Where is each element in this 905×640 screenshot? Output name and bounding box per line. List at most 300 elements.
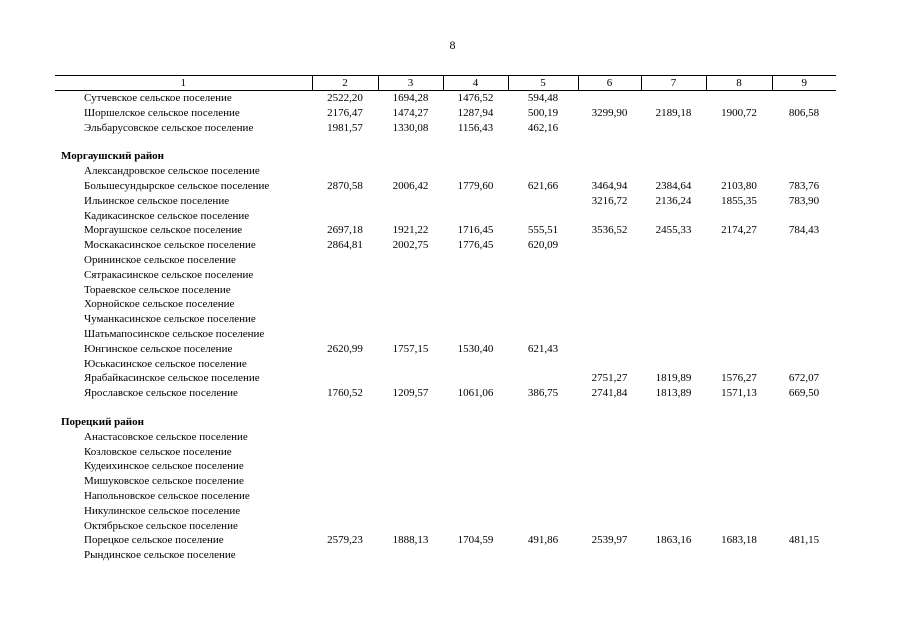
value-cell (312, 194, 378, 209)
value-cell: 1156,43 (457, 121, 494, 134)
column-header: 1 (55, 76, 312, 91)
district-row (55, 149, 836, 164)
value-cell (578, 504, 641, 519)
value-cell: 1863,16 (655, 534, 692, 547)
value-cell (706, 504, 772, 519)
value-cell: 1209,57 (392, 387, 429, 400)
value-cell (578, 268, 641, 283)
value-cell (641, 268, 706, 283)
table-row (55, 312, 836, 327)
value-cell (508, 297, 578, 312)
value-cell (312, 371, 378, 386)
value-cell (641, 504, 706, 519)
column-header: 9 (772, 76, 836, 91)
value-cell: 1716,45 (457, 224, 494, 237)
settlement-name: Порецкое сельское поселение (84, 534, 224, 547)
value-cell (706, 121, 772, 136)
value-cell (578, 357, 641, 372)
table-row (55, 474, 836, 489)
value-cell: 1287,94 (457, 106, 494, 119)
value-cell (641, 312, 706, 327)
value-cell (378, 194, 443, 209)
value-cell (508, 164, 578, 179)
value-cell (443, 548, 508, 563)
column-header: 7 (641, 76, 706, 91)
value-cell (641, 209, 706, 224)
value-cell: 1474,27 (392, 106, 429, 119)
settlement-name: Ярославское сельское поселение (84, 387, 238, 400)
table-row (55, 194, 836, 209)
table-row (55, 430, 836, 445)
value-cell (706, 474, 772, 489)
value-cell (312, 548, 378, 563)
value-cell (772, 297, 836, 312)
value-cell (312, 164, 378, 179)
value-cell: 672,07 (788, 372, 820, 385)
value-cell: 1576,27 (721, 372, 757, 385)
value-cell (706, 548, 772, 563)
value-cell (508, 327, 578, 342)
value-cell: 3299,90 (591, 106, 628, 119)
value-cell: 2751,27 (591, 372, 628, 385)
table-row (55, 357, 836, 372)
value-cell (378, 548, 443, 563)
value-cell (706, 327, 772, 342)
value-cell (508, 194, 578, 209)
settlement-name: Большесундырское сельское поселение (84, 179, 270, 192)
value-cell (641, 474, 706, 489)
value-cell (508, 548, 578, 563)
value-cell: 783,76 (788, 179, 820, 192)
value-cell (772, 519, 836, 534)
value-cell (578, 91, 641, 106)
value-cell (772, 312, 836, 327)
value-cell (443, 312, 508, 327)
value-cell: 500,19 (527, 106, 559, 119)
value-cell: 783,90 (788, 194, 820, 207)
value-cell (443, 194, 508, 209)
value-cell: 2870,58 (327, 179, 363, 192)
value-cell (508, 283, 578, 298)
value-cell (378, 445, 443, 460)
table-row (55, 371, 836, 386)
value-cell (378, 209, 443, 224)
district-title: Порецкий район (61, 415, 144, 428)
value-cell (443, 459, 508, 474)
value-cell (772, 91, 836, 106)
value-cell (772, 121, 836, 136)
value-cell: 621,66 (527, 179, 559, 192)
value-cell: 1704,59 (457, 534, 494, 547)
table-body (55, 91, 836, 563)
value-cell (641, 297, 706, 312)
settlement-name: Кудеихинское сельское поселение (84, 460, 244, 473)
value-cell: 2455,33 (655, 224, 692, 237)
value-cell (443, 519, 508, 534)
header-row (55, 76, 836, 91)
value-cell: 2579,23 (327, 534, 363, 547)
value-cell (312, 283, 378, 298)
value-cell (378, 430, 443, 445)
table-row (55, 253, 836, 268)
value-cell: 2697,18 (327, 224, 363, 237)
value-cell: 2522,20 (327, 92, 363, 104)
settlement-name: Шатьмапосинское сельское поселение (84, 327, 265, 340)
value-cell (772, 209, 836, 224)
value-cell (443, 253, 508, 268)
value-cell (641, 253, 706, 268)
value-cell (443, 430, 508, 445)
value-cell (443, 504, 508, 519)
column-header: 2 (312, 76, 378, 91)
table-row (55, 327, 836, 342)
spacer-row (55, 135, 836, 149)
value-cell (706, 357, 772, 372)
value-cell: 462,16 (527, 121, 559, 134)
value-cell (772, 504, 836, 519)
value-cell (641, 489, 706, 504)
table-row (55, 519, 836, 534)
settlement-name: Ярабайкасинское сельское поселение (84, 372, 260, 385)
value-cell: 2539,97 (591, 534, 628, 547)
value-cell (578, 283, 641, 298)
settlement-name: Тораевское сельское поселение (84, 283, 231, 296)
value-cell: 1757,15 (392, 342, 429, 355)
value-cell (706, 312, 772, 327)
settlement-name: Кадикасинское сельское поселение (84, 209, 250, 222)
value-cell (508, 312, 578, 327)
table-row (55, 342, 836, 357)
column-header: 5 (508, 76, 578, 91)
value-cell (378, 327, 443, 342)
value-cell (578, 430, 641, 445)
value-cell (508, 253, 578, 268)
value-cell (443, 209, 508, 224)
value-cell (641, 91, 706, 106)
value-cell (641, 283, 706, 298)
value-cell: 1819,89 (655, 372, 692, 385)
value-cell (641, 238, 706, 253)
value-cell (772, 489, 836, 504)
value-cell (772, 474, 836, 489)
value-cell (378, 489, 443, 504)
value-cell (508, 445, 578, 460)
settlement-name: Октябрьское сельское поселение (84, 519, 238, 532)
value-cell (578, 548, 641, 563)
value-cell (706, 253, 772, 268)
table-row (55, 459, 836, 474)
value-cell (706, 91, 772, 106)
value-cell (706, 445, 772, 460)
value-cell (312, 357, 378, 372)
settlement-name: Мишуковское сельское поселение (84, 475, 244, 488)
settlement-name: Никулинское сельское поселение (84, 504, 241, 517)
value-cell: 2741,84 (591, 387, 628, 400)
value-cell (578, 297, 641, 312)
value-cell (508, 519, 578, 534)
value-cell (772, 342, 836, 357)
settlement-name: Сутчевское сельское поселение (84, 92, 232, 104)
value-cell (443, 489, 508, 504)
value-cell (772, 268, 836, 283)
settlement-name: Напольновское сельское поселение (84, 489, 250, 502)
value-cell (378, 297, 443, 312)
value-cell: 1530,40 (457, 342, 494, 355)
value-cell (578, 238, 641, 253)
value-cell: 1813,89 (655, 387, 692, 400)
value-cell (772, 430, 836, 445)
settlement-name: Сятракасинское сельское поселение (84, 268, 254, 281)
value-cell: 3536,52 (591, 224, 628, 237)
table-row (55, 445, 836, 460)
settlement-name: Юнгинское сельское поселение (84, 342, 233, 355)
value-cell (378, 253, 443, 268)
table-row (55, 223, 836, 238)
value-cell (312, 504, 378, 519)
value-cell (378, 474, 443, 489)
value-cell (641, 548, 706, 563)
value-cell (378, 357, 443, 372)
table-row (55, 164, 836, 179)
settlement-name: Александровское сельское поселение (84, 165, 260, 178)
value-cell: 2174,27 (721, 224, 757, 237)
value-cell: 1683,18 (721, 534, 757, 547)
value-cell: 1476,52 (457, 92, 494, 104)
value-cell (508, 474, 578, 489)
value-cell: 1921,22 (392, 224, 429, 237)
value-cell: 1776,45 (457, 239, 494, 252)
value-cell: 1779,60 (457, 179, 494, 192)
value-cell (378, 371, 443, 386)
value-cell (443, 474, 508, 489)
value-cell (378, 519, 443, 534)
value-cell (772, 357, 836, 372)
value-cell (772, 283, 836, 298)
value-cell (578, 445, 641, 460)
value-cell (312, 297, 378, 312)
value-cell (312, 327, 378, 342)
value-cell: 386,75 (527, 387, 559, 400)
column-header: 4 (443, 76, 508, 91)
value-cell (641, 327, 706, 342)
value-cell (578, 489, 641, 504)
value-cell (706, 519, 772, 534)
page-number: 8 (449, 38, 456, 52)
value-cell (312, 253, 378, 268)
value-cell (508, 209, 578, 224)
value-cell (508, 459, 578, 474)
value-cell (772, 164, 836, 179)
value-cell: 2384,64 (655, 179, 692, 192)
value-cell (443, 445, 508, 460)
value-cell (772, 548, 836, 563)
value-cell (706, 459, 772, 474)
value-cell: 1760,52 (327, 387, 363, 400)
value-cell (706, 430, 772, 445)
value-cell (312, 474, 378, 489)
value-cell (508, 268, 578, 283)
value-cell (772, 238, 836, 253)
value-cell: 784,43 (788, 224, 820, 237)
value-cell: 620,09 (527, 239, 559, 252)
value-cell: 2176,47 (327, 106, 363, 119)
value-cell (706, 489, 772, 504)
settlement-name: Моргаушское сельское поселение (84, 224, 243, 237)
table-row (55, 121, 836, 136)
value-cell (312, 312, 378, 327)
value-cell: 481,15 (788, 534, 820, 547)
value-cell: 669,50 (788, 387, 820, 400)
value-cell (641, 121, 706, 136)
value-cell (578, 121, 641, 136)
value-cell (378, 312, 443, 327)
spacer-cell (55, 135, 836, 149)
value-cell: 1855,35 (721, 194, 757, 207)
value-cell (443, 164, 508, 179)
settlement-name: Чуманкасинское сельское поселение (84, 313, 256, 326)
value-cell (706, 268, 772, 283)
value-cell (312, 489, 378, 504)
value-cell: 1571,13 (721, 387, 757, 400)
value-cell (312, 445, 378, 460)
column-header: 8 (706, 76, 772, 91)
table-row (55, 489, 836, 504)
value-cell (378, 268, 443, 283)
data-table (55, 75, 836, 563)
value-cell (641, 459, 706, 474)
settlement-name: Хорнойское сельское поселение (84, 298, 235, 311)
value-cell (641, 445, 706, 460)
value-cell (641, 164, 706, 179)
table-row (55, 209, 836, 224)
value-cell (772, 459, 836, 474)
value-cell (578, 209, 641, 224)
value-cell (378, 504, 443, 519)
value-cell (641, 519, 706, 534)
value-cell (772, 445, 836, 460)
table-row (55, 268, 836, 283)
value-cell (706, 164, 772, 179)
table-row (55, 533, 836, 548)
district-row (55, 415, 836, 430)
value-cell (578, 327, 641, 342)
value-cell (378, 283, 443, 298)
value-cell: 1900,72 (721, 106, 757, 119)
value-cell (578, 164, 641, 179)
value-cell (443, 327, 508, 342)
table-row (55, 297, 836, 312)
value-cell (772, 327, 836, 342)
value-cell: 3464,94 (591, 179, 628, 192)
settlement-name: Орининское сельское поселение (84, 253, 236, 266)
value-cell (706, 209, 772, 224)
table-row (55, 179, 836, 194)
value-cell: 3216,72 (591, 194, 628, 207)
value-cell: 2136,24 (655, 194, 692, 207)
value-cell (443, 283, 508, 298)
column-header: 3 (378, 76, 443, 91)
value-cell: 1981,57 (327, 121, 363, 134)
value-cell (578, 459, 641, 474)
value-cell (706, 297, 772, 312)
settlement-name: Юськасинское сельское поселение (84, 357, 247, 370)
table-row (55, 106, 836, 121)
table-row (55, 386, 836, 401)
value-cell (578, 474, 641, 489)
table-row (55, 283, 836, 298)
value-cell (578, 253, 641, 268)
value-cell: 2189,18 (655, 106, 692, 119)
value-cell (312, 459, 378, 474)
value-cell (508, 489, 578, 504)
value-cell (312, 519, 378, 534)
table-row (55, 548, 836, 563)
value-cell (443, 357, 508, 372)
value-cell (706, 283, 772, 298)
spacer-cell (55, 401, 836, 415)
value-cell (578, 342, 641, 357)
value-cell: 555,51 (527, 224, 559, 237)
value-cell (312, 430, 378, 445)
settlement-name: Москакасинское сельское поселение (84, 239, 256, 252)
table-row (55, 91, 836, 106)
value-cell: 491,86 (527, 534, 559, 547)
value-cell: 2103,80 (721, 179, 757, 192)
value-cell: 621,43 (527, 342, 559, 355)
value-cell (508, 430, 578, 445)
district-title: Моргаушский район (61, 150, 165, 163)
table-row (55, 504, 836, 519)
value-cell (641, 357, 706, 372)
value-cell (508, 504, 578, 519)
value-cell (443, 371, 508, 386)
settlement-name: Козловское сельское поселение (84, 445, 232, 458)
value-cell (706, 342, 772, 357)
value-cell (378, 164, 443, 179)
column-header: 6 (578, 76, 641, 91)
value-cell: 2002,75 (392, 239, 429, 252)
value-cell: 1888,13 (392, 534, 429, 547)
value-cell: 2864,81 (327, 239, 363, 252)
value-cell: 1694,28 (392, 92, 429, 104)
settlement-name: Эльбарусовское сельское поселение (84, 121, 254, 134)
value-cell (443, 297, 508, 312)
settlement-name: Анастасовское сельское поселение (84, 430, 248, 443)
table-row (55, 238, 836, 253)
value-cell: 1061,06 (457, 387, 494, 400)
value-cell: 2620,99 (327, 342, 363, 355)
value-cell (641, 342, 706, 357)
value-cell (641, 430, 706, 445)
value-cell: 1330,08 (392, 121, 429, 134)
value-cell (706, 238, 772, 253)
value-cell (578, 312, 641, 327)
spacer-row (55, 401, 836, 415)
value-cell (508, 357, 578, 372)
settlement-name: Рындинское сельское поселение (84, 549, 236, 562)
value-cell (443, 268, 508, 283)
value-cell (312, 209, 378, 224)
value-cell (378, 459, 443, 474)
value-cell (578, 519, 641, 534)
settlement-name: Ильинское сельское поселение (84, 194, 230, 207)
settlement-name: Шоршелское сельское поселение (84, 106, 240, 119)
value-cell (508, 371, 578, 386)
value-cell (772, 253, 836, 268)
value-cell: 594,48 (527, 92, 559, 104)
value-cell: 2006,42 (392, 179, 429, 192)
value-cell: 806,58 (788, 106, 820, 119)
